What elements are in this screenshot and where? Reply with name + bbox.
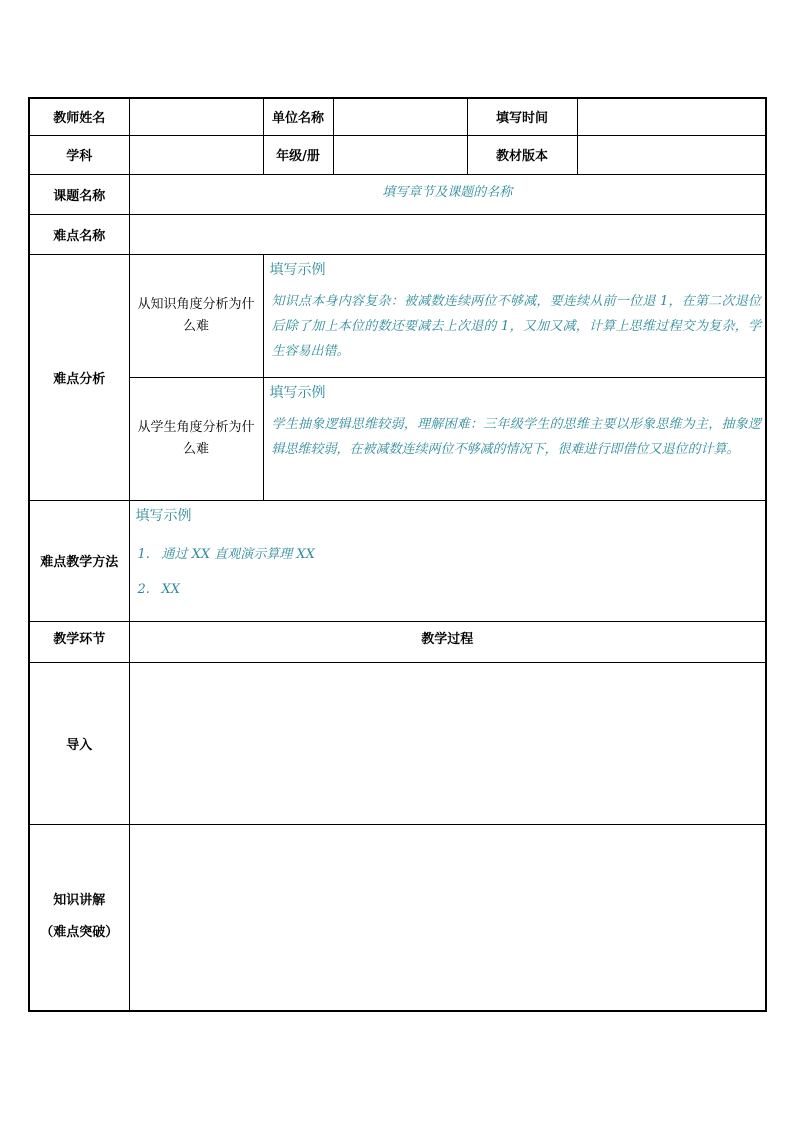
intro-label: 导入 (29, 662, 129, 824)
difficulty-analysis-label: 难点分析 (29, 254, 129, 500)
lesson-plan-form (28, 97, 767, 1012)
student-angle-cell (129, 377, 263, 500)
stage-header: 教学环节 (29, 621, 129, 662)
unit-name-field[interactable] (333, 98, 467, 135)
method-item: 1. 通过 XX 直观演示算理 XX (137, 546, 315, 562)
topic-label: 课题名称 (29, 174, 129, 214)
knowledge-example-label: 填写示例 (269, 261, 326, 278)
knowledge-explain-label: 知识讲解 (53, 893, 106, 909)
student-angle-label: 从学生角度分析为什么难 (137, 419, 255, 457)
knowledge-angle-cell (129, 254, 263, 377)
knowledge-angle-label: 从知识角度分析为什么难 (137, 296, 255, 334)
knowledge-explain-sublabel: （难点突破） (40, 925, 119, 941)
knowledge-explain-cell (29, 824, 129, 1011)
unit-name-label: 单位名称 (263, 98, 333, 135)
fill-time-label: 填写时间 (467, 98, 577, 135)
method-item: 2. XX (137, 581, 181, 597)
subject-field[interactable] (129, 135, 263, 174)
student-example-text: 学生抽象逻辑思维较弱，理解困难：三年级学生的思维主要以形象思维为主，抽象逻辑思维较弱，在被减数连续两位不够减的情况下，很难进行即借位又退位的计算。 (271, 416, 761, 457)
textbook-field[interactable] (577, 135, 766, 174)
student-angle-field[interactable] (263, 377, 766, 500)
method-list (138, 543, 766, 621)
student-example-label: 填写示例 (269, 384, 326, 401)
grade-field[interactable] (333, 135, 467, 174)
method-example-label: 填写示例 (135, 507, 192, 524)
knowledge-content-field[interactable] (129, 824, 766, 1011)
knowledge-example-text: 知识点本身内容复杂：被减数连续两位不够减，要连续从前一位退 1，在第二次退位后除了加上本位的数还要减去上次退的 1，又加又减，计算上思维过程交为复杂，学生容易出错。 (271, 293, 761, 359)
grade-label: 年级/册 (263, 135, 333, 174)
intro-content-field[interactable] (129, 662, 766, 824)
difficulty-name-label: 难点名称 (29, 214, 129, 254)
teaching-method-field[interactable] (129, 500, 766, 621)
fill-time-field[interactable] (577, 98, 766, 135)
teacher-name-field[interactable] (129, 98, 263, 135)
topic-field[interactable]: 填写章节及课题的名称 (129, 174, 766, 214)
textbook-label: 教材版本 (467, 135, 577, 174)
process-header: 教学过程 (129, 621, 766, 662)
difficulty-name-field[interactable] (129, 214, 766, 254)
subject-label: 学科 (29, 135, 129, 174)
knowledge-angle-field[interactable] (263, 254, 766, 377)
teacher-name-label: 教师姓名 (29, 98, 129, 135)
teaching-method-label: 难点教学方法 (29, 500, 129, 621)
